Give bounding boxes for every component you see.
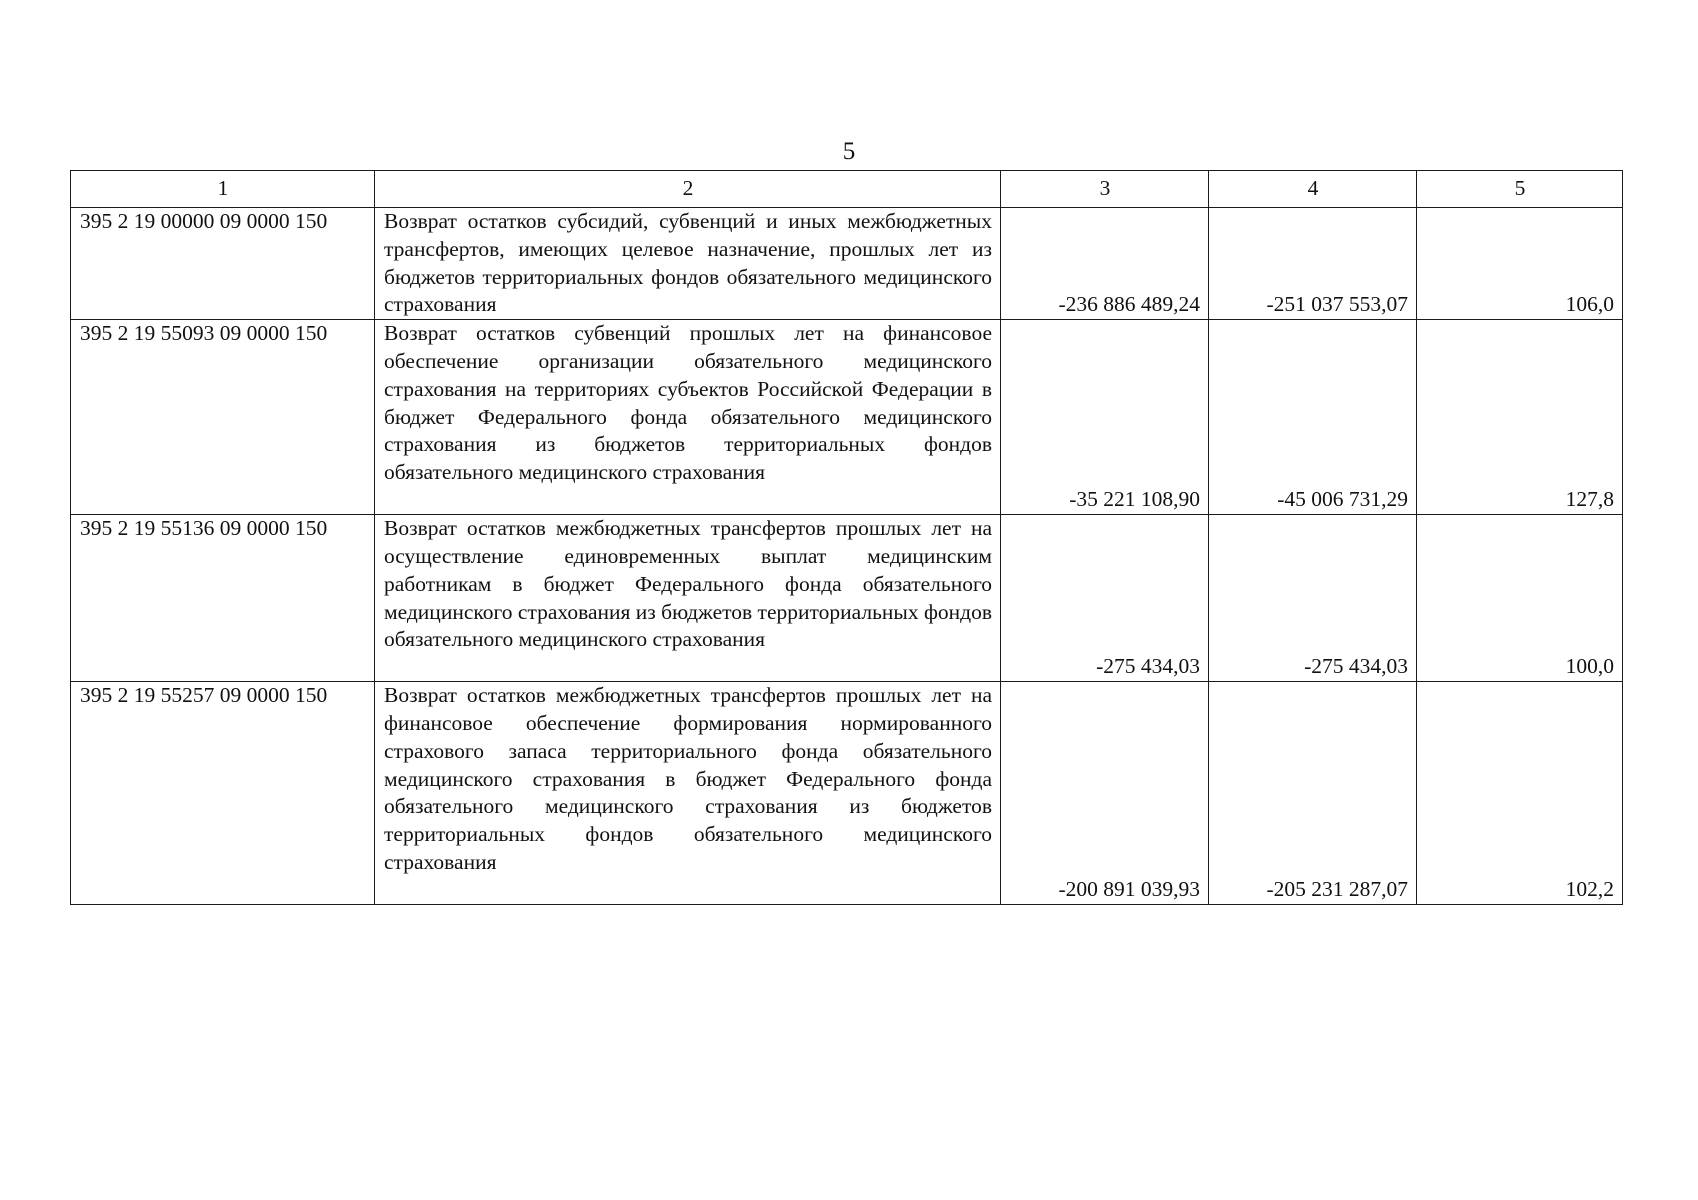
row-value-col5: 127,8 (1417, 320, 1623, 515)
row-code: 395 2 19 55136 09 0000 150 (71, 515, 375, 682)
row-value-col3: -236 886 489,24 (1001, 208, 1209, 320)
column-header-1: 1 (71, 171, 375, 208)
page-number: 5 (842, 138, 856, 165)
table-row (71, 515, 1623, 682)
row-value-col4: -275 434,03 (1209, 515, 1417, 682)
table-row (71, 208, 1623, 320)
row-code: 395 2 19 55257 09 0000 150 (71, 682, 375, 905)
row-value-col5: 102,2 (1417, 682, 1623, 905)
table-header-row (71, 171, 1623, 208)
row-value-col5: 100,0 (1417, 515, 1623, 682)
row-description: Возврат остатков межбюджетных трансфертов прошлых лет на финансовое обеспечение формирования нормированного страхового запаса территориального фонда обязательного медицинского страхования в бюджет Федерального фонда обязательного медицинского страхования из бюджетов территориальных фондов обязательного медицинского страхования (375, 682, 1001, 905)
row-value-col3: -200 891 039,93 (1001, 682, 1209, 905)
column-header-2: 2 (375, 171, 1001, 208)
row-value-col3: -275 434,03 (1001, 515, 1209, 682)
row-description: Возврат остатков межбюджетных трансфертов прошлых лет на осуществление единовременных выплат медицинским работникам в бюджет Федерального фонда обязательного медицинского страхования из бюджетов территориальных фондов обязательного медицинского страхования (375, 515, 1001, 682)
column-header-3: 3 (1001, 171, 1209, 208)
row-value-col5: 106,0 (1417, 208, 1623, 320)
row-value-col4: -205 231 287,07 (1209, 682, 1417, 905)
row-value-col4: -45 006 731,29 (1209, 320, 1417, 515)
row-value-col4: -251 037 553,07 (1209, 208, 1417, 320)
budget-table (70, 170, 1623, 905)
row-code: 395 2 19 00000 09 0000 150 (71, 208, 375, 320)
row-value-col3: -35 221 108,90 (1001, 320, 1209, 515)
row-description: Возврат остатков субвенций прошлых лет на финансовое обеспечение организации обязательного медицинского страхования на территориях субъектов Российской Федерации в бюджет Федерального фонда обязательного медицинского страхования из бюджетов территориальных фондов обязательного медицинского страхования (375, 320, 1001, 515)
table-row (71, 320, 1623, 515)
column-header-5: 5 (1417, 171, 1623, 208)
table-row (71, 682, 1623, 905)
row-code: 395 2 19 55093 09 0000 150 (71, 320, 375, 515)
column-header-4: 4 (1209, 171, 1417, 208)
row-description: Возврат остатков субсидий, субвенций и иных межбюджетных трансфертов, имеющих целевое назначение, прошлых лет из бюджетов территориальных фондов обязательного медицинского страхования (375, 208, 1001, 320)
